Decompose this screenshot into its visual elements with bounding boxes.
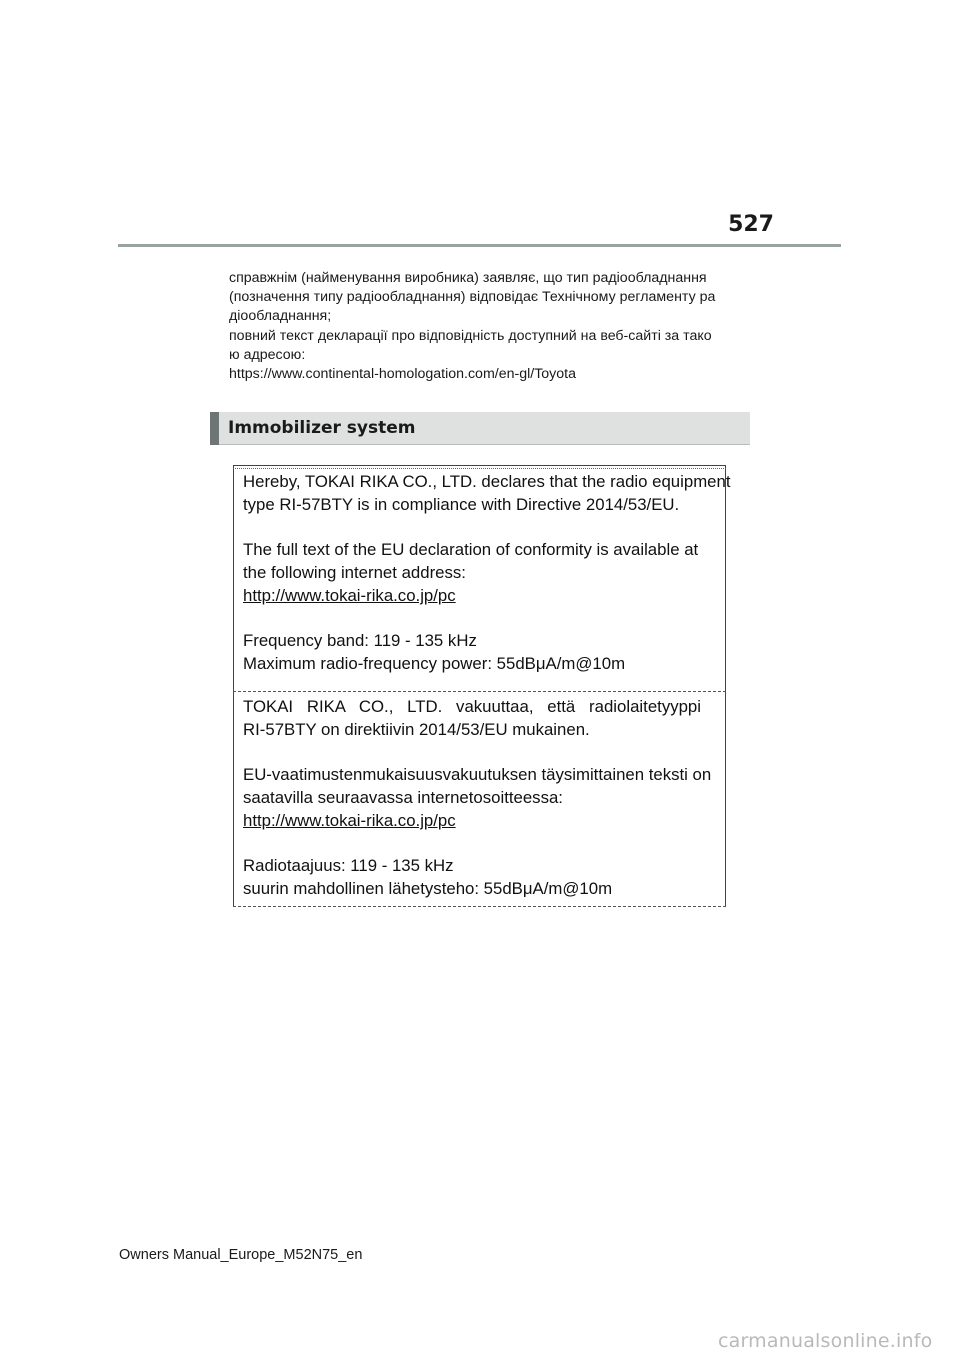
en-declaration-line: The full text of the EU declaration of conformity is available at [243,540,699,559]
fi-declaration-line: EU-vaatimustenmukaisuusvakuutuksen täysimittainen teksti on [243,765,712,784]
manual-footer: Owners Manual_Europe_M52N75_en [119,1247,363,1263]
en-max-power: Maximum radio-frequency power: 55dBμA/m@10m [243,654,626,673]
page-number: 527 [728,212,774,237]
finnish-declaration [243,695,721,900]
fi-frequency-band: Radiotaajuus: 119 - 135 kHz [243,856,454,875]
section-title: Immobilizer system [228,418,416,438]
watermark: carmanualsonline.info [718,1330,933,1352]
en-declaration-line: type RI-57BTY is in compliance with Directive 2014/53/EU. [243,495,680,514]
box-top-dotted-border [233,468,726,469]
box-bottom-border [233,906,726,907]
section-marker-bar [210,412,219,445]
uk-line: діообладнання; [229,308,332,325]
fi-max-power: suurin mahdollinen lähetysteho: 55dBμA/m@10m [243,879,613,898]
en-declaration-link[interactable]: http://www.tokai-rika.co.jp/pc [243,586,456,605]
header-divider [118,244,841,247]
english-declaration [243,470,731,675]
uk-line: ю адресою: [229,346,306,363]
section-header [210,412,750,445]
box-divider [233,691,726,692]
uk-line: справжнім (найменування виробника) заявляє, що тип радіообладнання [229,270,707,286]
uk-line: (позначення типу радіообладнання) відповідає Технічному регламенту ра [229,289,716,306]
ukrainian-declaration [229,269,749,384]
en-declaration-line: the following internet address: [243,563,466,582]
fi-declaration-line: RI-57BTY on direktiivin 2014/53/EU mukainen. [243,720,590,739]
uk-line: повний текст декларації про відповідність доступний на веб-сайті за тако [229,327,712,344]
en-frequency-band: Frequency band: 119 - 135 kHz [243,631,477,650]
uk-url: https://www.continental-homologation.com/en-gl/Toyota [229,366,576,383]
box-top-border [233,465,726,466]
fi-declaration-link[interactable]: http://www.tokai-rika.co.jp/pc [243,811,456,830]
fi-declaration-line: TOKAI RIKA CO., LTD. vakuuttaa, että radiolaitetyyppi [243,697,701,716]
fi-declaration-line: saatavilla seuraavassa internetosoitteessa: [243,788,563,807]
en-declaration-line: Hereby, TOKAI RIKA CO., LTD. declares that the radio equipment [243,472,731,491]
